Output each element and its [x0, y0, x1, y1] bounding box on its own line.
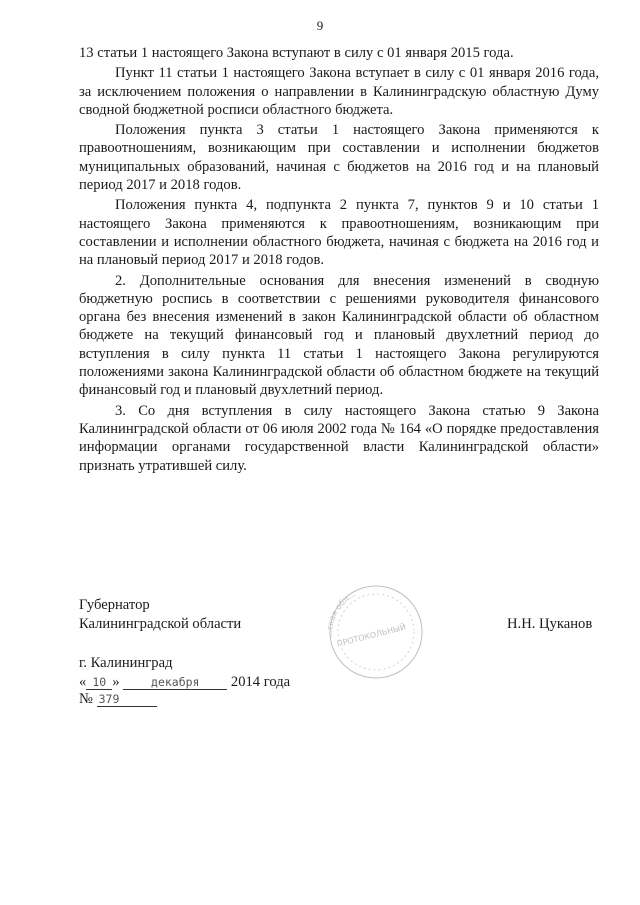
- law-text-body: [79, 44, 599, 477]
- paragraph-4: Положения пункта 4, подпункта 2 пункта 7, пунктов 9 и 10 статьи 1 настоящего Закона применяются к правоотношениям, возникающим при составлении и исполнении областного бюджета, начиная с бюджета на 2016 год и на плановый период 2017 и 2018 годов.: [79, 197, 599, 269]
- paragraph-6: 3. Со дня вступления в силу настоящего Закона статью 9 Закона Калининградской области от 06 июля 2002 года № 164 «О порядке предоставления информации органами государственной власти Калининградской области» признать утратившей силу.: [79, 402, 599, 474]
- stamp-inner-text: ПРОТОКОЛЬНЫЙ: [335, 622, 407, 649]
- stamp-arc-text: [325, 589, 357, 638]
- place-of-signing: г. Калининград: [79, 655, 173, 671]
- date-close-quote: »: [112, 674, 120, 690]
- date-month-handwritten: декабря: [123, 675, 227, 690]
- paragraph-5: 2. Дополнительные основания для внесения изменений в сводную бюджетную роспись в соответствии с решениями руководителя финансового органа без внесения изменений в закон Калининградской области об областном бюджете на текущий финансовый год и плановый двухлетний период до вступления в силу пункта 11 статьи 1 настоящего Закона регулируются положениями закона Калининградской области об областном бюджете на текущий финансовый год и плановый двухлетний период.: [79, 272, 599, 399]
- date-day-handwritten: 10: [86, 675, 112, 690]
- signatory-title: [79, 596, 241, 634]
- law-number-handwritten: 379: [97, 692, 157, 707]
- signatory-name: Н.Н. Цуканов: [507, 616, 593, 632]
- signatory-title-line-2: Калининградской области: [79, 616, 242, 632]
- paragraph-1: 13 статьи 1 настоящего Закона вступают в силу с 01 января 2015 года.: [79, 45, 514, 61]
- stamp-arc-path-text: ...ская обл...: [324, 589, 358, 639]
- paragraph-3: Положения пункта 3 статьи 1 настоящего Закона применяются к правоотношениям, возникающим при составлении и исполнении бюджетов муниципальных образований, начиная с бюджетов на 2016 год и на плановый период 2017 и 2018 годов.: [79, 122, 599, 194]
- signatory-title-line-1: Губернатор: [79, 597, 150, 613]
- official-stamp: [318, 578, 430, 682]
- date-open-quote: «: [79, 674, 87, 690]
- date-year: 2014 года: [230, 674, 291, 690]
- paragraph-2: Пункт 11 статьи 1 настоящего Закона вступает в силу с 01 января 2016 года, за исключением положения о направлении в Калининградскую областную Думу сводной бюджетной росписи областного бюджета.: [79, 65, 599, 118]
- law-number: [79, 690, 157, 709]
- page-number: 9: [316, 18, 324, 33]
- law-number-prefix: №: [79, 691, 93, 707]
